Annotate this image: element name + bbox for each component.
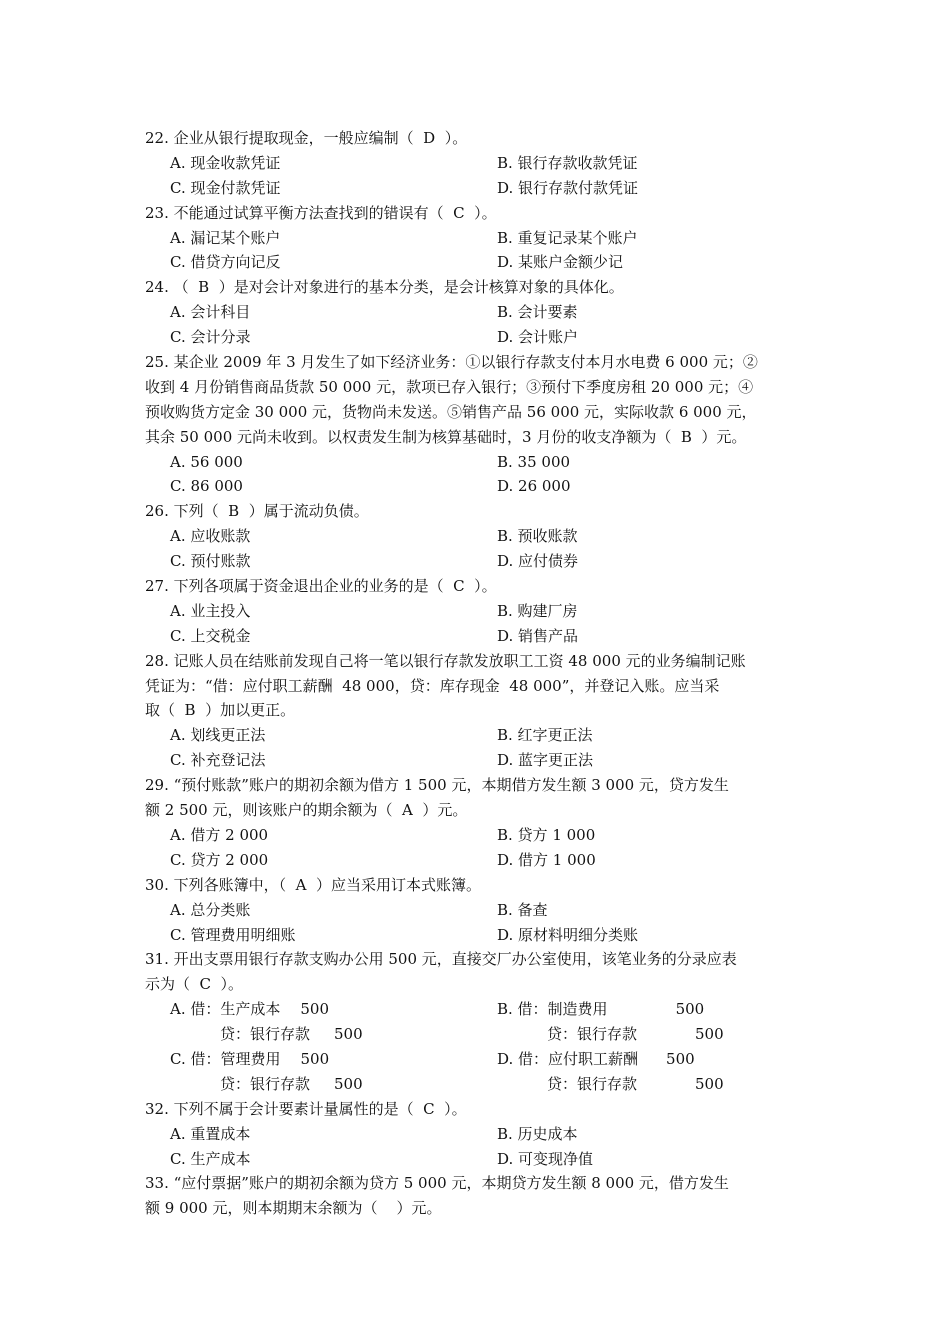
credit-amount: 500 [334,1025,363,1044]
option [170,1047,329,1072]
question-text: 32. 下列不属于会计要素计量属性的是（ C ）。 [145,1099,467,1118]
option-row [145,450,810,475]
option: A. 56 000 [170,452,243,471]
option-row [145,748,810,773]
credit-label: 贷：银行存款 [220,1025,311,1044]
question-list [145,126,810,1221]
option: D. 会计账户 [497,328,579,347]
option-row [145,997,810,1022]
credit-amount: 500 [334,1074,363,1093]
option-row [145,723,810,748]
option: B. 银行存款收款凭证 [497,153,638,172]
option: A. 现金收款凭证 [170,153,281,172]
credit-row [145,1072,810,1097]
option [497,997,704,1022]
option-row [145,226,810,251]
question-text: 23. 不能通过试算平衡方法查找到的错误有（ C ）。 [145,203,497,222]
question-text: 额 2 500 元，则该账户的期余额为（ A ）元。 [145,801,468,820]
option-row [145,300,810,325]
option-row [145,599,810,624]
question-text: 示为（ C ）。 [145,975,244,994]
option: B. 预收账款 [497,527,578,546]
option [170,997,329,1022]
option: D. 应付债券 [497,552,579,571]
option-row [145,1047,810,1072]
option: D. 借方 1 000 [497,850,596,869]
option: B. 红字更正法 [497,726,593,745]
question-text: 26. 下列（ B ）属于流动负债。 [145,502,369,521]
option-row [145,549,810,574]
question-text: 24. （ B ）是对会计对象进行的基本分类，是会计核算对象的具体化。 [145,278,624,297]
question-text: 其余 50 000 元尚未收到。以权责发生制为核算基础时，3 月份的收支净额为（ B ）元。 [145,427,747,446]
credit-label: 贷：银行存款 [547,1074,638,1093]
question-text: 28. 记账人员在结账前发现自己将一笔以银行存款发放职工工资 48 000 元的业务编制记账 [145,651,746,670]
option: A. 会计科目 [170,303,251,322]
option: D. 某账户金额少记 [497,253,624,272]
question-text: 额 9 000 元，则本期期末余额为（ ）元。 [145,1199,442,1218]
option: D. 蓝字更正法 [497,751,594,770]
credit-label: 贷：银行存款 [220,1074,311,1093]
credit-line [547,1072,724,1097]
option: C. 上交税金 [170,626,251,645]
option-row [145,325,810,350]
option: D. 原材料明细分类账 [497,925,639,944]
option-row [145,250,810,275]
question-text: 收到 4 月份销售商品货款 50 000 元，款项已存入银行；③预付下季度房租 20 000 元；④ [145,377,754,396]
question-text: 31. 开出支票用银行存款支购办公用 500 元，直接交厂办公室使用，该笔业务的分录应表 [145,950,737,969]
option-row [145,176,810,201]
question-text: 29. “预付账款”账户的期初余额为借方 1 500 元，本期借方发生额 3 000 元，贷方发生 [145,776,729,795]
credit-amount: 500 [695,1074,724,1093]
option: C. 贷方 2 000 [170,850,269,869]
option: A. 总分类账 [170,900,251,919]
debit-amount: 500 [300,1049,330,1068]
option [497,1047,695,1072]
option: C. 管理费用明细账 [170,925,296,944]
debit-label: C. 借：管理费用 [170,1049,281,1068]
question-text: 凭证为：“借：应付职工薪酬 48 000，贷：库存现金 48 000”，并登记入账。应当采 [145,676,720,695]
option: D. 银行存款付款凭证 [497,178,639,197]
option-row [145,823,810,848]
question-text: 预收购货方定金 30 000 元，货物尚未发送。⑤销售产品 56 000 元，实际收款 6 000 元， [145,402,757,421]
option: A. 划线更正法 [170,726,266,745]
credit-row [145,1022,810,1047]
question-text: 25. 某企业 2009 年 3 月发生了如下经济业务：①以银行存款支付本月水电费 6 000 元；② [145,353,758,372]
debit-label: A. 借：生产成本 [170,1000,281,1019]
question-text: 33. “应付票据”账户的期初余额为贷方 5 000 元，本期贷方发生额 8 000 元，借方发生 [145,1174,729,1193]
option-row [145,1147,810,1172]
option: B. 35 000 [497,452,571,471]
option-row [145,898,810,923]
question-text: 22. 企业从银行提取现金，一般应编制（ D ）。 [145,129,468,147]
option: A. 重置成本 [170,1124,251,1143]
credit-label: 贷：银行存款 [547,1025,638,1044]
debit-amount: 500 [675,1000,705,1019]
option-row [145,524,810,549]
question-text: 30. 下列各账簿中，（ A ）应当采用订本式账簿。 [145,875,482,894]
option-row [145,624,810,649]
option: D. 26 000 [497,477,571,496]
credit-line [547,1022,724,1047]
option-row [145,923,810,948]
credit-line [220,1072,363,1097]
option: D. 销售产品 [497,626,579,645]
credit-amount: 500 [695,1025,724,1044]
option-row [145,151,810,176]
option: A. 应收账款 [170,527,251,546]
option: D. 可变现净值 [497,1149,594,1168]
question-text: 27. 下列各项属于资金退出企业的业务的是（ C ）。 [145,577,497,596]
option-row [145,474,810,499]
option-row [145,848,810,873]
option: C. 86 000 [170,477,243,496]
option: B. 贷方 1 000 [497,825,596,844]
option: B. 历史成本 [497,1124,578,1143]
option: B. 购建厂房 [497,601,578,620]
option: B. 会计要素 [497,303,578,322]
debit-label: D. 借：应付职工薪酬 [497,1049,639,1068]
option: A. 业主投入 [170,601,251,620]
debit-amount: 500 [666,1049,695,1068]
option: C. 现金付款凭证 [170,178,281,197]
option: B. 备查 [497,900,548,919]
option: C. 补充登记法 [170,751,266,770]
option: A. 借方 2 000 [170,825,269,844]
credit-line [220,1022,363,1047]
option: A. 漏记某个账户 [170,228,281,247]
option: C. 生产成本 [170,1149,251,1168]
option-row [145,1122,810,1147]
option: C. 会计分录 [170,328,251,347]
debit-label: B. 借：制造费用 [497,1000,608,1019]
option: C. 借贷方向记反 [170,253,281,272]
option: C. 预付账款 [170,552,251,571]
debit-amount: 500 [300,1000,330,1019]
question-text: 取（ B ）加以更正。 [145,701,296,720]
option: B. 重复记录某个账户 [497,228,638,247]
